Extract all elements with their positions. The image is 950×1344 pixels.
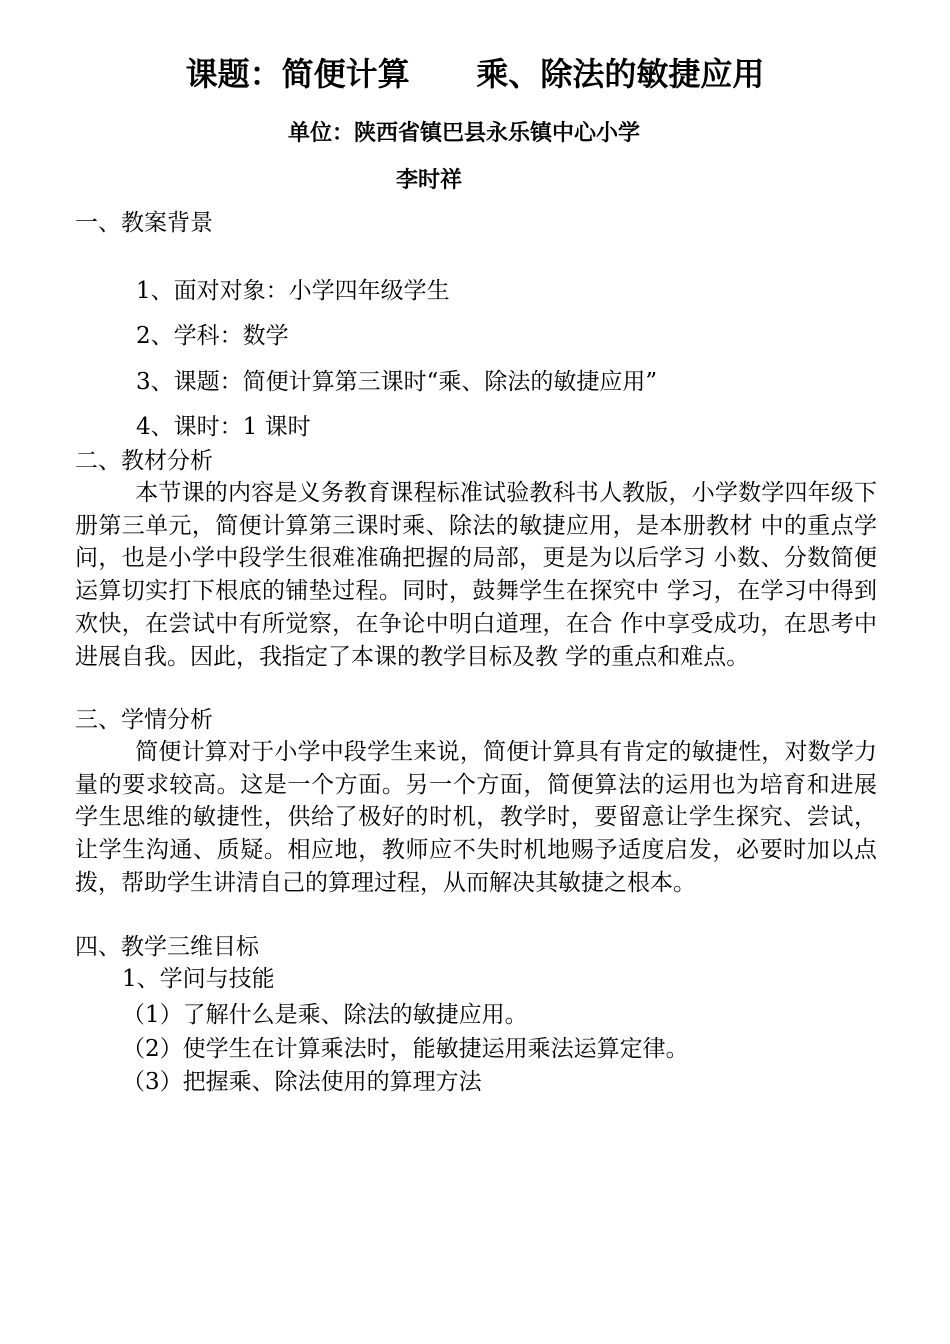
section-1-heading: 一、教案背景 (75, 210, 213, 236)
section-3-paragraph (75, 736, 877, 900)
section-4-item: （1）了解什么是乘、除法的敏捷应用。 (122, 1002, 528, 1028)
section-4-subheading: 1、学问与技能 (122, 966, 275, 992)
section-3-paragraph-text: 简便计算对于小学中段学生来说，简便计算具有肯定的敏捷性，对数学力量的要求较高。这是一个方面。另一个方面，简便算法的运用也为培育和进展学生思维的敏捷性，供给了极好的时机，教学时，要留意让学生探究、尝试，让学生沟通、质疑。相应地，教师应不失时机地赐予适度启发，必要时加以点拨，帮助学生讲清自己的算理过程，从而解决其敏捷之根本。 (75, 739, 877, 896)
section-4-item: （2）使学生在计算乘法时，能敏捷运用乘法运算定律。 (122, 1036, 689, 1062)
section-1-item: 2、学科：数学 (136, 323, 289, 349)
section-2-paragraph-text: 本节课的内容是义务教育课程标准试验教科书人教版，小学数学四年级下册第三单元，简便计算第三课时乘、除法的敏捷应用，是本册教材 中的重点学问，也是小学中段学生很难准确把握的局部，更是为以后学习 小数、分数简便运算切实打下根底的铺垫过程。同时，鼓舞学生在探究中 学习，在学习中得到欢快，在尝试中有所觉察，在争论中明白道理，在合 作中享受成功，在思考中进展自我。因此，我指定了本课的教学目标及教 学的重点和难点。 (75, 480, 877, 670)
section-1-item: 3、课题：简便计算第三课时“乘、除法的敏捷应用” (136, 369, 658, 395)
document-author: 李时祥 (396, 168, 463, 193)
section-2-paragraph (75, 477, 877, 673)
section-3-heading: 三、学情分析 (75, 707, 213, 733)
section-2-heading: 二、教材分析 (75, 448, 213, 474)
document-title: 课题：简便计算 乘、除法的敏捷应用 (185, 55, 765, 93)
document-unit: 单位：陕西省镇巴县永乐镇中心小学 (287, 121, 640, 146)
section-4-heading: 四、教学三维目标 (75, 934, 259, 960)
section-1-item: 4、课时：1 课时 (136, 414, 311, 440)
section-4-item: （3）把握乘、除法使用的算理方法 (122, 1069, 482, 1095)
section-1-item: 1、面对对象：小学四年级学生 (136, 278, 450, 304)
